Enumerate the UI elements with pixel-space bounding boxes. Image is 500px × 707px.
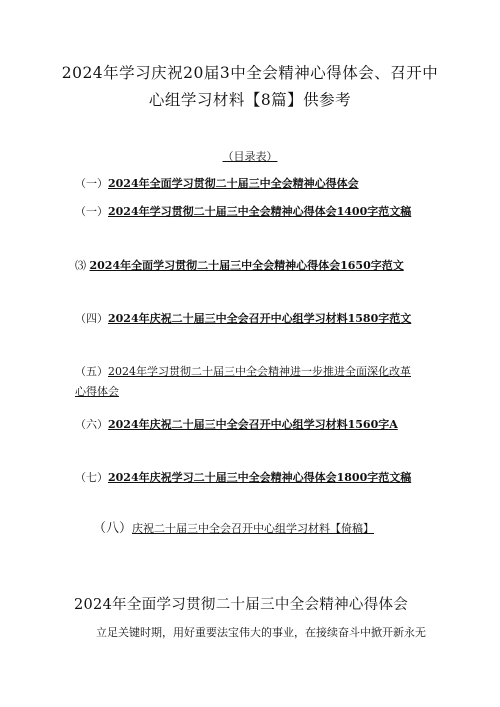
toc-item-link[interactable]: 2024年庆祝学习二十届三中全会精神心得体会1800字范文稿 <box>108 471 412 484</box>
toc-item-link[interactable]: 庆祝二十届三中全会召开中心组学习材料【倚稿】 <box>132 522 375 535</box>
toc-item-number: （一） <box>75 177 108 190</box>
toc-item-2[interactable] <box>75 202 415 222</box>
toc-item-1[interactable] <box>75 174 415 194</box>
section-heading: 2024年全面学习贯彻二十届三中全会精神心得体会 <box>74 597 409 613</box>
toc-item-number: （五） <box>75 365 108 378</box>
toc-item-number: （一） <box>75 205 108 218</box>
toc-label: （目录表） <box>222 150 278 163</box>
toc-item-number: ⑶ <box>75 259 86 272</box>
toc-item-6[interactable] <box>75 415 415 435</box>
toc-item-number: （八） <box>93 521 133 536</box>
toc-item-7[interactable] <box>75 468 415 488</box>
toc-item-link[interactable]: 2024年学习贯彻二十届三中全会精神进一步推进全面深化改革心得体会 <box>75 365 411 398</box>
body-paragraph: 立足关键时期，用好重要法宝伟大的事业，在接续奋斗中掀开新永无 <box>96 626 426 639</box>
toc-item-5[interactable] <box>75 362 415 402</box>
toc-item-link[interactable]: 2024年全面学习贯彻二十届三中全会精神心得体会1650字范文 <box>89 259 404 272</box>
toc-item-4[interactable] <box>75 309 415 329</box>
toc-item-link[interactable]: 2024年庆祝二十届三中全会召开中心组学习材料1580字范文 <box>108 312 412 325</box>
toc-item-number: （七） <box>75 471 108 484</box>
toc-item-3[interactable] <box>75 256 415 276</box>
toc-item-link[interactable]: 2024年全面学习贯彻二十届三中全会精神心得体会 <box>108 177 359 190</box>
toc-item-number: （六） <box>75 418 108 431</box>
toc-item-link[interactable]: 2024年学习贯彻二十届三中全会精神心得体会1400字范文稿 <box>108 205 412 218</box>
toc-item-link[interactable]: 2024年庆祝二十届三中全会召开中心组学习材料1560字A <box>108 418 398 431</box>
document-title: 2024年学习庆祝20届3中全会精神心得体会、召开中心组学习材料【8篇】供参考 <box>61 64 439 109</box>
toc-item-number: （四） <box>75 312 108 325</box>
toc-item-8[interactable] <box>93 519 433 539</box>
